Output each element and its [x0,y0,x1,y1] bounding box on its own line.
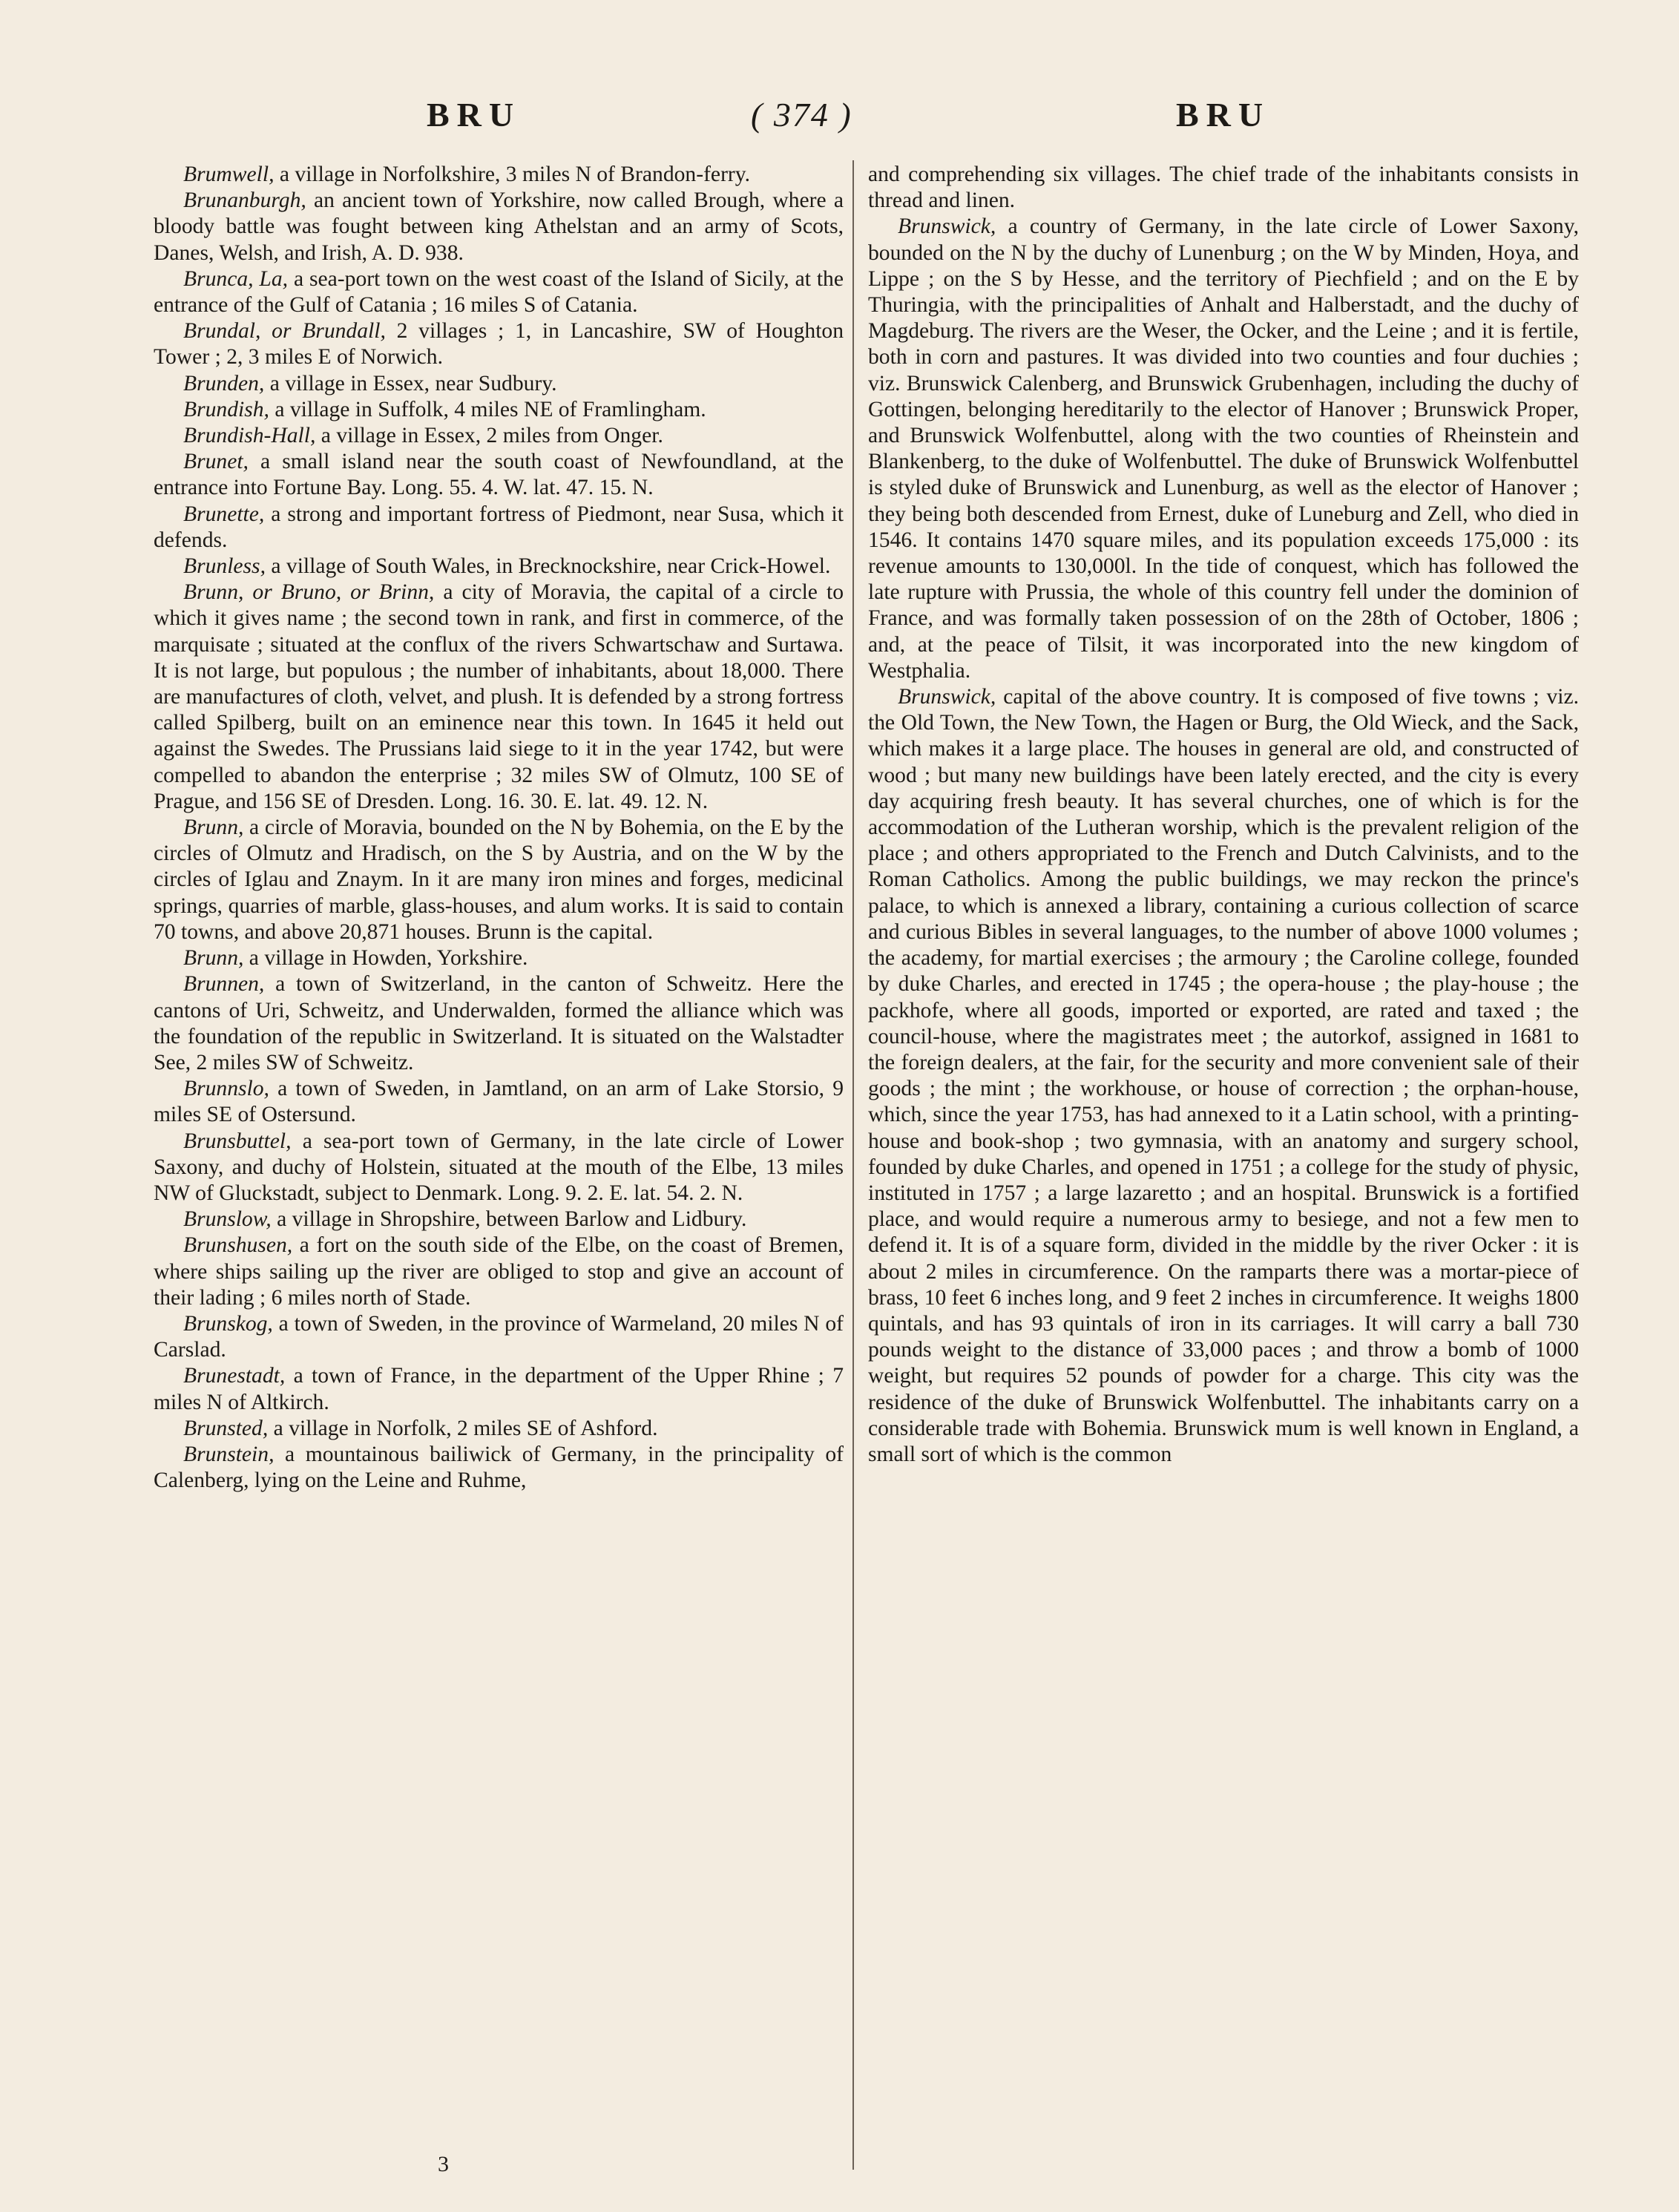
gazetteer-entry [154,1076,844,1128]
entry-text: a country of Germany, in the late circle of Lower Saxony, bounded on the N by the duchy of Lunenburg ; on the W by Minden, Hoya, and Lippe ; on the S by Hesse, and the territory of Piechfield ; and on the E by Thuringia, with the principalities of Anhalt and Halberstadt, and the duchy of Magdeburg. The rivers are the Weser, the Ocker, and the Leine ; and it is fertile, both in corn and pastures. It was divided into two counties and four duchies ; viz. Brunswick Calenberg, and Brunswick Grubenhagen, including the duchy of Gottingen, belonging hereditarily to the elector of Hanover ; Brunswick Proper, and Brunswick Wolfenbuttel, along with the two counties of Rheinstein and Blankenberg, to the duke of Wolfenbuttel. The duke of Brunswick Wolfenbuttel is styled duke of Brunswick and Lunenburg, as well as the elector of Hanover ; they being both descended from Ernest, duke of Luneburg and Zell, who died in 1546. It contains 1470 square miles, and its population exceeds 175,000 : its revenue amounts to 130,000l. In the tide of conquest, which has followed the late rupture with Prussia, the whole of this country fell under the dominion of France, and was formally taken possession of on the 28th of October, 1806 ; and, at the peace of Tilsit, it was incorporated into the new kingdom of Westphalia. [868,214,1579,683]
gazetteer-entry [154,554,844,580]
entry-headword: Brunn, or Bruno, or Brinn, [183,580,435,605]
gazetteer-entry [154,945,844,971]
entry-headword: Brunette, [183,502,265,526]
entry-text: a small island near the south coast of Newfoundland, at the entrance into Fortune Bay. Long. 55. 4. W. lat. 47. 15. N. [154,450,844,500]
entry-text: a city of Moravia, the capital of a circle to which it gives name ; the second town in rank, and first in commerce, of the marquisate ; situated at the conflux of the rivers Schwartschaw and Surtawa. It is not large, but populous ; the number of inhabitants, about 18,000. There are manufactures of cloth, velvet, and plush. It is defended by a strong fortress called Spilberg, built on an eminence near this town. In 1645 it held out against the Swedes. The Prussians laid siege to it in the year 1742, but were compelled to abandon the enterprise ; 32 miles SW of Olmutz, 100 SE of Prague, and 156 SE of Dresden. Long. 16. 30. E. lat. 49. 12. N. [154,580,844,813]
entry-text: a fort on the south side of the Elbe, on the coast of Bremen, where ships sailing up the river are obliged to stop and give an account of their lading ; 6 miles north of Stade. [154,1233,844,1310]
gazetteer-entry [154,449,844,501]
gazetteer-entry [154,423,844,449]
entry-headword: Brunslow, [183,1207,272,1232]
entry-text: a village in Shropshire, between Barlow and Lidbury. [271,1207,747,1232]
entry-text: a strong and important fortress of Piedmont, near Susa, which it defends. [154,502,844,552]
gazetteer-entry [154,1207,844,1233]
gazetteer-entry [154,502,844,554]
entry-headword: Brundish, [183,397,269,421]
entry-text: a sea-port town on the west coast of the Island of Sicily, at the entrance of the Gulf of Catania ; 16 miles S of Catania. [154,266,844,318]
entry-text: a village in Essex, near Sudbury. [264,371,557,396]
gazetteer-entry [868,684,1579,1468]
gazetteer-entry [154,1442,844,1494]
entry-headword: Brunanburgh, [183,188,306,213]
entry-text: a sea-port town of Germany, in the late circle of Lower Saxony, and duchy of Holstein, situated at the mouth of the Elbe, 13 miles NW of Gluckstadt, subject to Denmark. Long. 9. 2. E. lat. 54. 2. N. [154,1129,844,1205]
gazetteer-entry [154,1416,844,1442]
entry-headword: Brunswick, [898,685,996,709]
entry-headword: Brunet, [183,450,249,474]
left-column [154,162,844,1494]
gazetteer-entry [154,1129,844,1207]
entry-headword: Brumwell, [183,163,275,186]
entry-text: a village in Norfolkshire, 3 miles N of Brandon-ferry. [274,163,751,186]
entry-text: a village in Norfolk, 2 miles SE of Ashford. [268,1416,658,1440]
entry-headword: Brunshusen, [183,1233,293,1258]
gazetteer-entry [868,214,1579,684]
entry-text: a circle of Moravia, bounded on the N by Bohemia, on the E by the circles of Olmutz and Hradisch, on the S by Austria, and on the W by the circles of Iglau and Znaym. In it are many iron mines and forges, medicinal springs, quarries of marble, glass-houses, and alum works. It is said to contain 70 towns, and above 20,871 houses. Brunn is the capital. [154,815,844,944]
entry-headword: Brunnslo, [183,1077,269,1101]
entry-headword: Brunden, [183,371,265,396]
printer-signature-mark: 3 [438,2152,449,2176]
entry-text: an ancient town of Yorkshire, now called Brough, where a bloody battle was fought between king Athelstan and an army of Scots, Danes, Welsh, and Irish, A. D. 938. [154,188,844,265]
entry-text: a village in Suffolk, 4 miles NE of Framlingham. [269,397,706,421]
entry-text: a town of Switzerland, in the canton of Schweitz. Here the cantons of Uri, Schweitz, and Underwalden, formed the alliance which was the foundation of the republic in Switzerland. It is situated on the Walstadter See, 2 miles SW of Schweitz. [154,972,844,1074]
entry-text: 2 villages ; 1, in Lancashire, SW of Houghton Tower ; 2, 3 miles E of Norwich. [154,319,844,370]
entry-headword: Brunn, [183,815,244,840]
entry-headword: Brunskog, [183,1311,273,1336]
entry-text: and comprehending six villages. The chief trade of the inhabitants consists in thread and linen. [868,163,1579,213]
gazetteer-entry [154,318,844,370]
entry-headword: Brunnen, [183,972,265,997]
entry-text: a village in Howden, Yorkshire. [243,946,528,971]
entry-headword: Brunca, La, [183,266,289,291]
entry-headword: Brunsted, [183,1416,269,1440]
gazetteer-entry [154,971,844,1076]
gazetteer-entry [154,580,844,815]
running-header [0,95,1679,140]
entry-headword: Brundish-Hall, [183,424,316,448]
entry-text: a town of Sweden, in Jamtland, on an arm of Lake Storsio, 9 miles SE of Ostersund. [154,1077,844,1127]
gazetteer-entry [154,371,844,397]
entry-headword: Brundal, or Brundall, [183,319,386,344]
gazetteer-entry [154,1311,844,1363]
right-column [868,162,1579,1468]
gazetteer-entry [154,266,844,318]
entry-headword: Brunsbuttel, [183,1129,292,1153]
header-left-guide-word: BRU [427,96,522,134]
header-right-guide-word: BRU [1176,96,1271,134]
entry-text: a village in Essex, 2 miles from Onger. [315,424,663,448]
gazetteer-entry [154,1233,844,1311]
entry-headword: Brunestadt, [183,1364,286,1388]
gazetteer-entry [868,162,1579,214]
page-number: ( 374 ) [751,96,852,134]
entry-text: a mountainous bailiwick of Germany, in the principality of Calenberg, lying on the Leine and Ruhme, [154,1442,844,1493]
entry-text: a town of France, in the department of the Upper Rhine ; 7 miles N of Altkirch. [154,1364,844,1414]
entry-text: capital of the above country. It is composed of five towns ; viz. the Old Town, the New Town, the Hagen or Burg, the Old Wieck, and the Sack, which makes it a large place. The houses in general are old, and constructed of wood ; but many new buildings have been lately erected, and the city is every day acquiring fresh beauty. It has several churches, one of which is for the accommodation of the Lutheran worship, which is the prevalent religion of the place ; and others appropriated to the French and Dutch Calvinists, and to the Roman Catholics. Among the public buildings, we may reckon the prince's palace, to which is annexed a library, containing a curious collection of scarce and curious Bibles in several languages, to the number of above 1000 volumes ; the academy, for martial exercises ; the armoury ; the Caroline college, founded by duke Charles, and erected in 1745 ; the opera-house ; the play-house ; the packhofe, where all goods, imported or exported, are rated and taxed ; the council-house, where the magistrates meet ; the autorkof, assigned in 1681 to the foreign dealers, at the fair, for the security and more convenient sale of their goods ; the mint ; the workhouse, or house of correction ; the orphan-house, which, since the year 1753, has had annexed to it a Latin school, with a printing-house and book-shop ; two gymnasia, with an anatomy and surgery school, founded by duke Charles, and opened in 1751 ; a college for the study of physic, instituted in 1757 ; a large lazaretto ; and an hospital. Brunswick is a fortified place, and would require a numerous army to besiege, and not a few men to defend it. It is of a square form, divided in the middle by the river Ocker : it is about 2 miles in circumference. On the ramparts there was a mortar-piece of brass, 10 feet 6 inches long, and 9 feet 2 inches in circumference. It weighs 1800 quintals, and has 93 quintals of iron in its carriages. It will carry a ball 730 pounds weight to the distance of 33,000 paces ; and throw a bomb of 1000 weight, but requires 52 pounds of powder for a charge. This city was the residence of the duke of Brunswick Wolfenbuttel. The inhabitants carry on a considerable trade with Bohemia. Brunswick mum is well known in England, a small sort of which is the common [868,685,1579,1466]
entry-text: a town of Sweden, in the province of Warmeland, 20 miles N of Carslad. [154,1311,844,1362]
gazetteer-entry [154,188,844,266]
entry-text: a village of South Wales, in Brecknockshire, near Crick-Howel. [265,554,831,579]
entry-headword: Brunstein, [183,1442,275,1466]
gazetteer-entry [154,397,844,423]
entry-headword: Brunswick, [898,214,996,239]
column-divider [852,160,854,2170]
gazetteer-entry [154,1363,844,1415]
entry-headword: Brunn, [183,946,244,971]
gazetteer-entry [154,162,844,188]
entry-headword: Brunless, [183,554,266,579]
gazetteer-entry [154,815,844,945]
